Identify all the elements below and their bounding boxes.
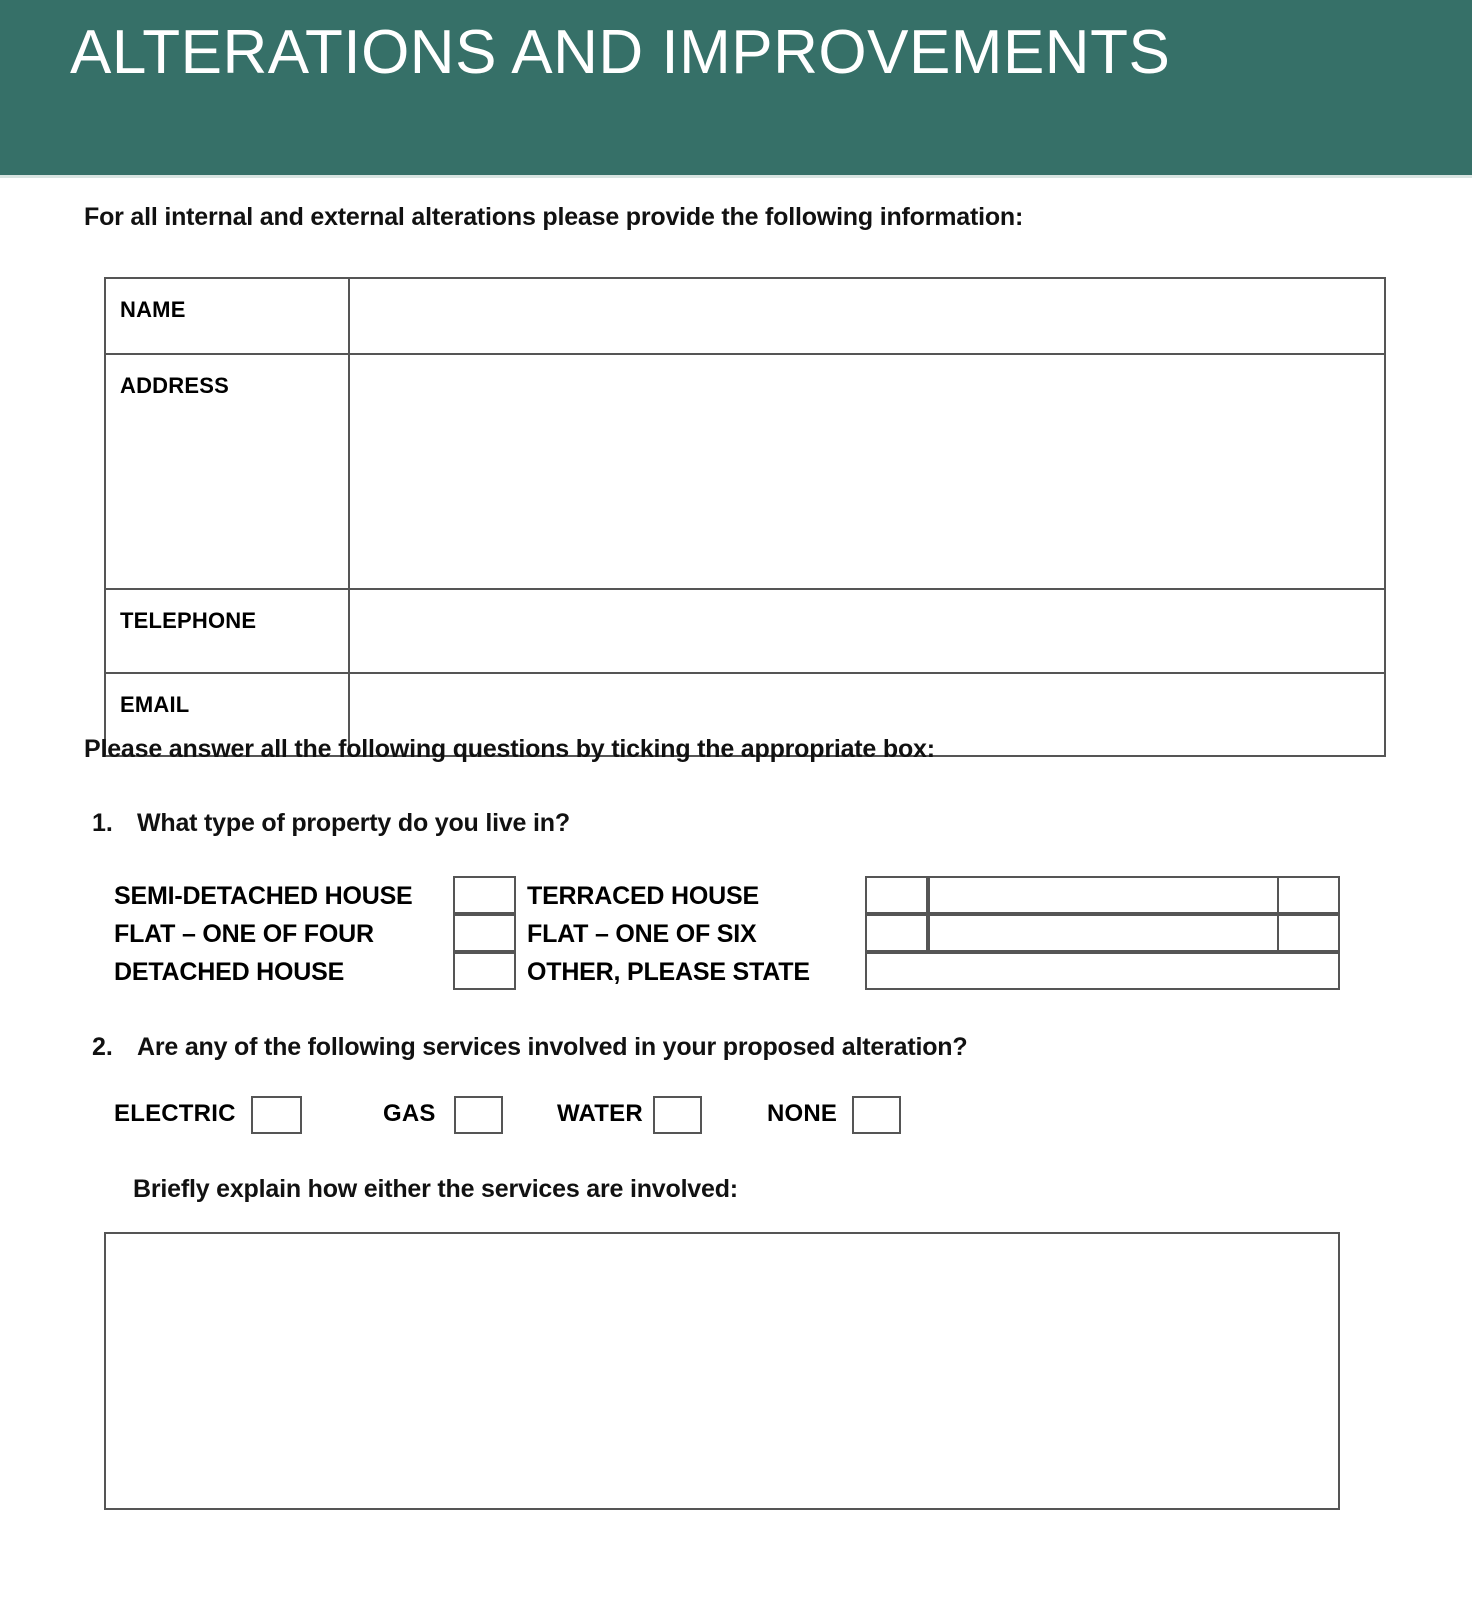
question-2-text: Are any of the following services involved in your proposed alteration? xyxy=(137,1033,968,1061)
option-label-flat-one-of-six: FLAT – ONE OF SIX xyxy=(527,920,757,948)
checkbox-electric[interactable] xyxy=(251,1096,302,1134)
checkbox-detached-house[interactable] xyxy=(453,952,516,990)
telephone-label: TELEPHONE xyxy=(105,589,349,673)
checkbox-flat-one-of-six[interactable] xyxy=(865,914,928,952)
checkbox-high-rise-flat[interactable] xyxy=(1277,876,1340,914)
question-2-number: 2. xyxy=(92,1033,113,1061)
service-label-gas: GAS xyxy=(383,1100,436,1127)
address-input[interactable] xyxy=(349,354,1385,589)
question-1-number: 1. xyxy=(92,809,113,837)
contact-details-table xyxy=(104,277,1386,757)
email-label: EMAIL xyxy=(105,673,349,756)
option-label-other-please-state: OTHER, PLEASE STATE xyxy=(527,958,810,986)
option-label-terraced-house: TERRACED HOUSE xyxy=(527,882,759,910)
service-label-water: WATER xyxy=(557,1100,643,1127)
checkbox-none[interactable] xyxy=(852,1096,901,1134)
address-label: ADDRESS xyxy=(105,354,349,589)
name-input[interactable] xyxy=(349,278,1385,354)
services-explanation-input[interactable] xyxy=(104,1232,1340,1510)
option-label-flat-one-of-four: FLAT – ONE OF FOUR xyxy=(114,920,374,948)
name-label: NAME xyxy=(105,278,349,354)
option-cell-high-rise-flat xyxy=(928,876,1303,914)
telephone-input[interactable] xyxy=(349,589,1385,673)
checkbox-bungalow[interactable] xyxy=(1277,914,1340,952)
option-label-semi-detached-house: SEMI-DETACHED HOUSE xyxy=(114,882,413,910)
checkbox-water[interactable] xyxy=(653,1096,702,1134)
checkbox-flat-one-of-four[interactable] xyxy=(453,914,516,952)
service-label-none: NONE xyxy=(767,1100,838,1127)
ticking-instruction-text: Please answer all the following questions by ticking the appropriate box: xyxy=(84,735,935,763)
service-label-electric: ELECTRIC xyxy=(114,1100,236,1127)
checkbox-semi-detached-house[interactable] xyxy=(453,876,516,914)
other-property-type-input[interactable] xyxy=(865,952,1340,990)
intro-instruction-text: For all internal and external alterations please provide the following information: xyxy=(84,203,1024,231)
question-1-text: What type of property do you live in? xyxy=(137,809,570,837)
header-divider xyxy=(0,175,1472,178)
option-label-detached-house: DETACHED HOUSE xyxy=(114,958,345,986)
services-explanation-prompt: Briefly explain how either the services are involved: xyxy=(133,1175,738,1203)
table-row xyxy=(105,278,1385,354)
page-title: ALTERATIONS AND IMPROVEMENTS xyxy=(70,18,1171,87)
checkbox-gas[interactable] xyxy=(454,1096,503,1134)
option-cell-bungalow xyxy=(928,914,1303,952)
table-row xyxy=(105,354,1385,589)
checkbox-terraced-house[interactable] xyxy=(865,876,928,914)
table-row xyxy=(105,589,1385,673)
